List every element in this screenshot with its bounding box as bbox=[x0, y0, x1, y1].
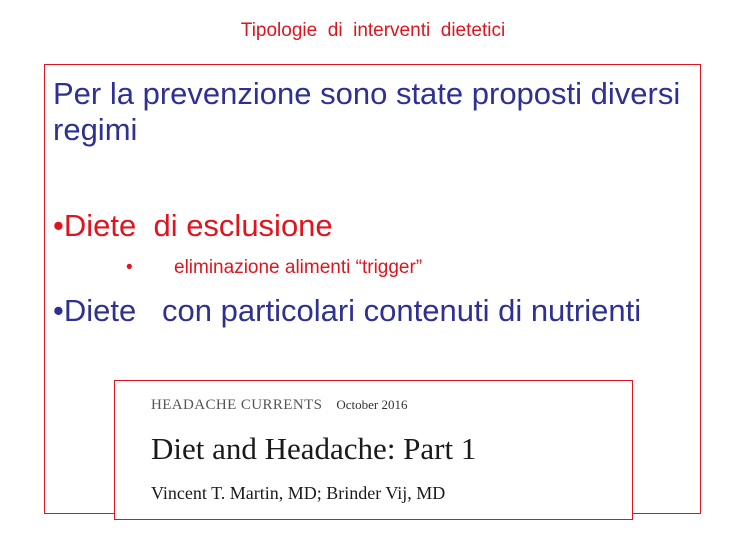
bullet-marker: • bbox=[126, 257, 133, 278]
journal-date: October 2016 bbox=[336, 397, 408, 412]
article-citation bbox=[114, 380, 633, 520]
bullet-exclusion-diets: •Diete di esclusione bbox=[53, 208, 333, 243]
bullet-nutrient-diets: •Diete con particolari contenuti di nutrienti bbox=[53, 293, 642, 328]
article-title: Diet and Headache: Part 1 bbox=[151, 431, 477, 466]
slide-title: Tipologie di interventi dietetici bbox=[240, 20, 506, 41]
journal-name: HEADACHE CURRENTS bbox=[151, 397, 323, 413]
intro-text: Per la prevenzione sono state proposti diversi regimi bbox=[53, 76, 681, 147]
sub-bullet-text: eliminazione alimenti “trigger” bbox=[174, 257, 423, 278]
journal-line bbox=[151, 396, 408, 414]
article-authors: Vincent T. Martin, MD; Brinder Vij, MD bbox=[151, 483, 446, 503]
